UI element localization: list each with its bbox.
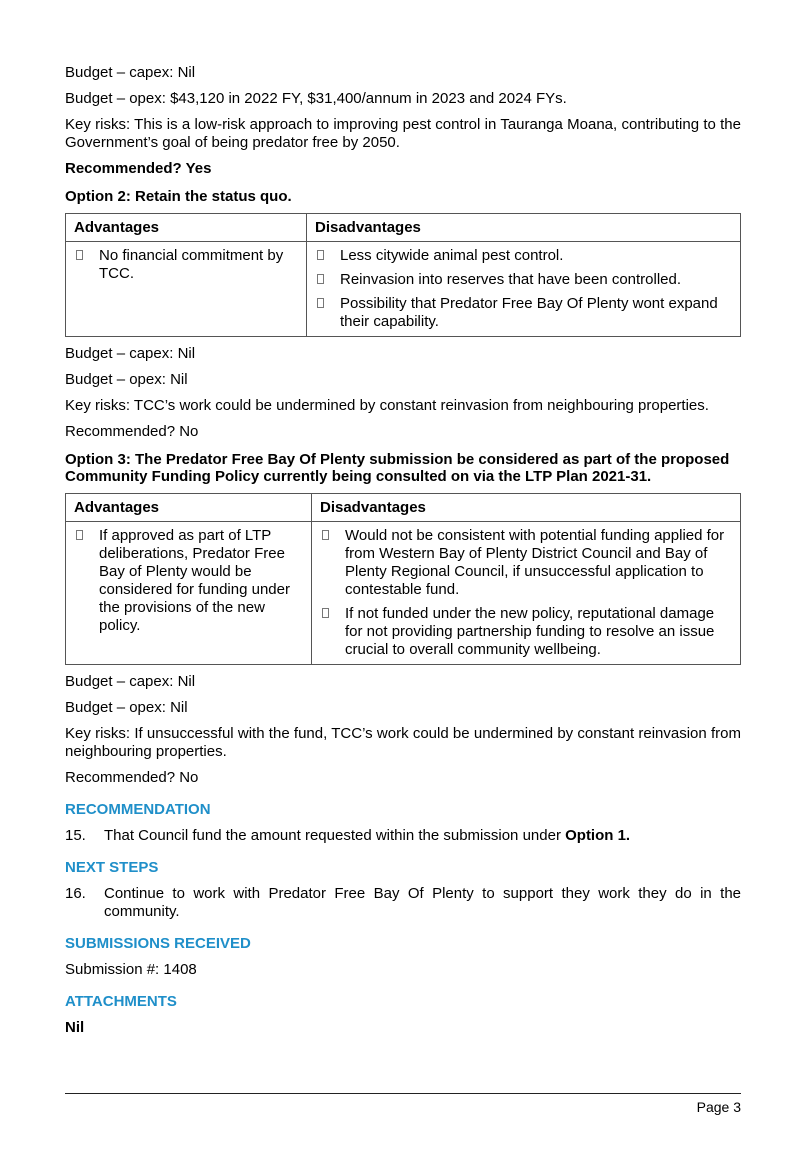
list-item: No financial commitment by TCC.	[74, 247, 298, 283]
option3-advantages-header: Advantages	[66, 494, 312, 522]
list-item: Reinvasion into reserves that have been controlled.	[315, 271, 732, 289]
list-item: Possibility that Predator Free Bay Of Plenty wont expand their capability.	[315, 295, 732, 331]
option3-budget-capex: Budget – capex: Nil	[65, 673, 196, 690]
footer-divider	[65, 1093, 741, 1094]
option2-disadvantages-header: Disadvantages	[307, 214, 741, 242]
option2-budget-capex: Budget – capex: Nil	[65, 345, 196, 362]
option3-budget-opex: Budget – opex: Nil	[65, 699, 188, 716]
option3-advantages-cell	[66, 522, 312, 665]
bullet-box-icon	[322, 608, 329, 618]
submissions-heading: SUBMISSIONS RECEIVED	[65, 935, 251, 952]
option1-budget-capex: Budget – capex: Nil	[65, 64, 196, 81]
document-page	[65, 64, 741, 1045]
item-text: That Council fund the amount requested within the submission under Option 1.	[104, 827, 631, 844]
next-steps-heading: NEXT STEPS	[65, 859, 159, 876]
option2-disadvantages-cell	[307, 242, 741, 337]
option2-key-risks: Key risks: TCC’s work could be undermined by constant reinvasion from neighbouring properties.	[65, 397, 709, 414]
bullet-box-icon	[317, 274, 324, 284]
option2-budget-opex: Budget – opex: Nil	[65, 371, 188, 388]
item-text: Continue to work with Predator Free Bay Of Plenty to support they work they do in the community.	[104, 885, 741, 920]
bullet-box-icon	[317, 298, 324, 308]
option1-recommended: Recommended? Yes	[65, 160, 212, 177]
option3-heading: Option 3: The Predator Free Bay Of Plenty submission be considered as part of the proposed Community Funding Policy currently being consulted on via the LTP Plan 2021-31.	[65, 451, 730, 485]
bullet-box-icon	[322, 530, 329, 540]
option1-emphasis: Option 1.	[565, 827, 631, 844]
option3-table	[65, 493, 741, 665]
bullet-box-icon	[76, 530, 83, 540]
page-number: Page 3	[696, 1099, 741, 1115]
option2-advantages-cell	[66, 242, 307, 337]
list-item: If not funded under the new policy, reputational damage for not providing partnership funding to resolve an issue crucial to overall community wellbeing.	[320, 605, 732, 659]
list-item: If approved as part of LTP deliberations, Predator Free Bay of Plenty would be considered for funding under the provisions of the new policy.	[74, 527, 303, 635]
next-steps-item	[65, 885, 741, 921]
option2-recommended: Recommended? No	[65, 423, 199, 440]
option3-recommended: Recommended? No	[65, 769, 199, 786]
option2-advantages-header: Advantages	[66, 214, 307, 242]
recommendation-item	[65, 827, 741, 845]
option3-key-risks: Key risks: If unsuccessful with the fund, TCC’s work could be undermined by constant reinvasion from neighbouring properties.	[65, 725, 741, 760]
option2-heading: Option 2: Retain the status quo.	[65, 188, 292, 205]
bullet-box-icon	[317, 250, 324, 260]
attachments-heading: ATTACHMENTS	[65, 993, 177, 1010]
item-number: 16.	[65, 885, 86, 902]
item-number: 15.	[65, 827, 86, 844]
option2-table	[65, 213, 741, 337]
option1-key-risks: Key risks: This is a low-risk approach to improving pest control in Tauranga Moana, contributing to the Government’s goal of being predator free by 2050.	[65, 116, 741, 151]
bullet-box-icon	[76, 250, 83, 260]
recommendation-heading: RECOMMENDATION	[65, 801, 211, 818]
option3-disadvantages-header: Disadvantages	[312, 494, 741, 522]
submission-number: Submission #: 1408	[65, 961, 197, 978]
attachments-value: Nil	[65, 1019, 85, 1036]
list-item: Less citywide animal pest control.	[315, 247, 732, 265]
option3-disadvantages-cell	[312, 522, 741, 665]
list-item: Would not be consistent with potential funding applied for from Western Bay of Plenty District Council and Bay of Plenty Regional Council, if unsuccessful application to contestable fund.	[320, 527, 732, 599]
option1-budget-opex: Budget – opex: $43,120 in 2022 FY, $31,400/annum in 2023 and 2024 FYs.	[65, 90, 567, 107]
